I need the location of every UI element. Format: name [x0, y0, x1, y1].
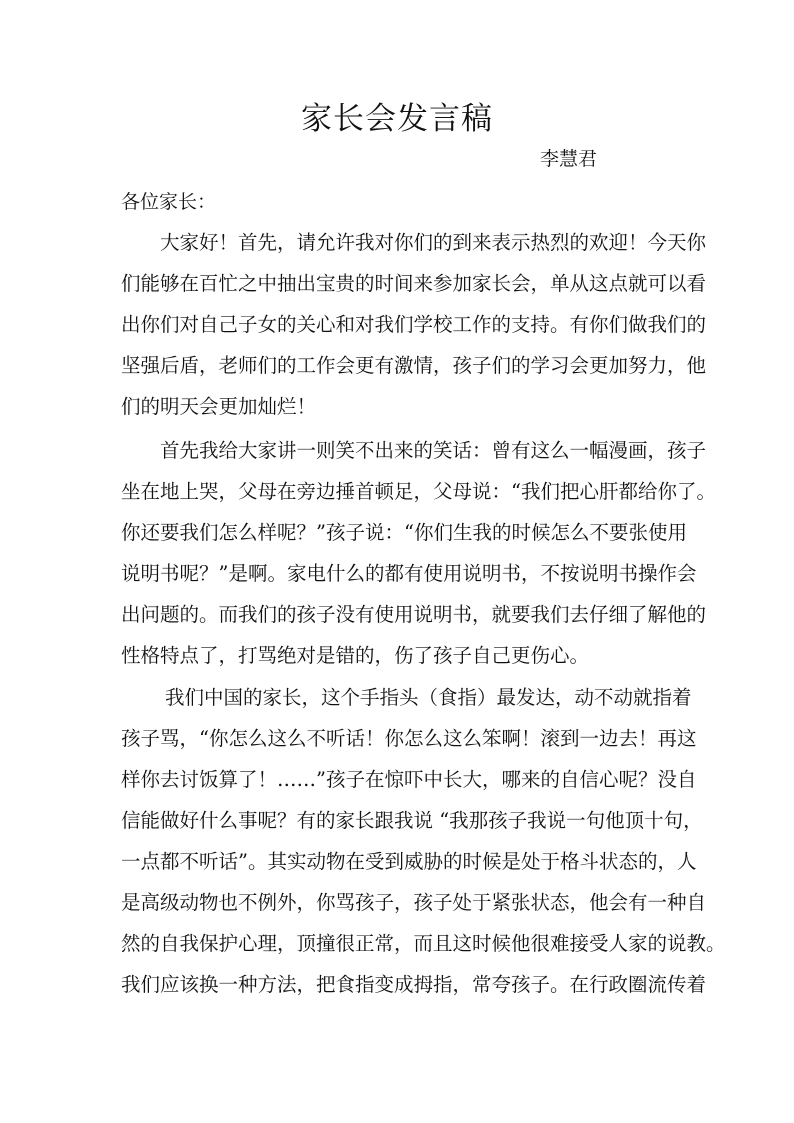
paragraph-line: 们能够在百忙之中抽出宝贵的时间来参加家长会，单从这点就可以看 — [121, 272, 707, 295]
paragraph-3 — [121, 677, 726, 1005]
author-name: 李慧君 — [540, 148, 598, 170]
paragraph-line: 大家好！首先，请允许我对你们的到来表示热烈的欢迎！今天你 — [160, 231, 707, 254]
paragraph-line: 首先我给大家讲一则笑不出来的笑话：曾有这么一幅漫画，孩子 — [160, 439, 707, 462]
paragraph-line: 出问题的。而我们的孩子没有使用说明书，就要我们去仔细了解他的 — [121, 603, 707, 626]
paragraph-2 — [121, 430, 716, 676]
paragraph-line: 我们应该换一种方法，把食指变成拇指，常夸孩子。在行政圈流传着 — [121, 973, 707, 996]
paragraph-line: 坚强后盾，老师们的工作会更有激情，孩子们的学习会更加努力，他 — [121, 354, 707, 377]
paragraph-line: 一点都不听话”。其实动物在受到威胁的时候是处于格斗状态的，人 — [121, 850, 697, 873]
document-title: 家长会发言稿 — [301, 101, 493, 137]
paragraph-line: 性格特点了，打骂绝对是错的，伤了孩子自己更伤心。 — [121, 644, 590, 667]
paragraph-line: 然的自我保护心理，顶撞很正常，而且这时候他很难接受人家的说教。 — [121, 932, 726, 955]
paragraph-line: 样你去讨饭算了！……”孩子在惊吓中长大，哪来的自信心呢？没自 — [121, 768, 697, 791]
paragraph-line: 孩子骂，“你怎么这么不听话！你怎么这么笨啊！滚到一边去！再这 — [121, 727, 697, 750]
paragraph-line: 说明书呢？”是啊。家电什么的都有使用说明书，不按说明书操作会 — [121, 562, 697, 585]
paragraph-line: 坐在地上哭，父母在旁边捶首顿足，父母说：“我们把心肝都给你了。 — [121, 480, 716, 503]
paragraph-line: 信能做好什么事呢？有的家长跟我说 “我那孩子我说一句他顶十句， — [121, 809, 703, 832]
paragraph-1 — [121, 222, 707, 427]
greeting: 各位家长： — [121, 191, 217, 213]
paragraph-line: 是高级动物也不例外，你骂孩子，孩子处于紧张状态，他会有一种自 — [121, 891, 707, 914]
paragraph-line: 你还要我们怎么样呢？”孩子说：“你们生我的时候怎么不要张使用 — [121, 521, 687, 544]
paragraph-line: 我们中国的家长，这个手指头（食指）最发达，动不动就指着 — [165, 686, 692, 709]
paragraph-line: 们的明天会更加灿烂！ — [121, 395, 317, 418]
paragraph-line: 出你们对自己子女的关心和对我们学校工作的支持。有你们做我们的 — [121, 313, 707, 336]
